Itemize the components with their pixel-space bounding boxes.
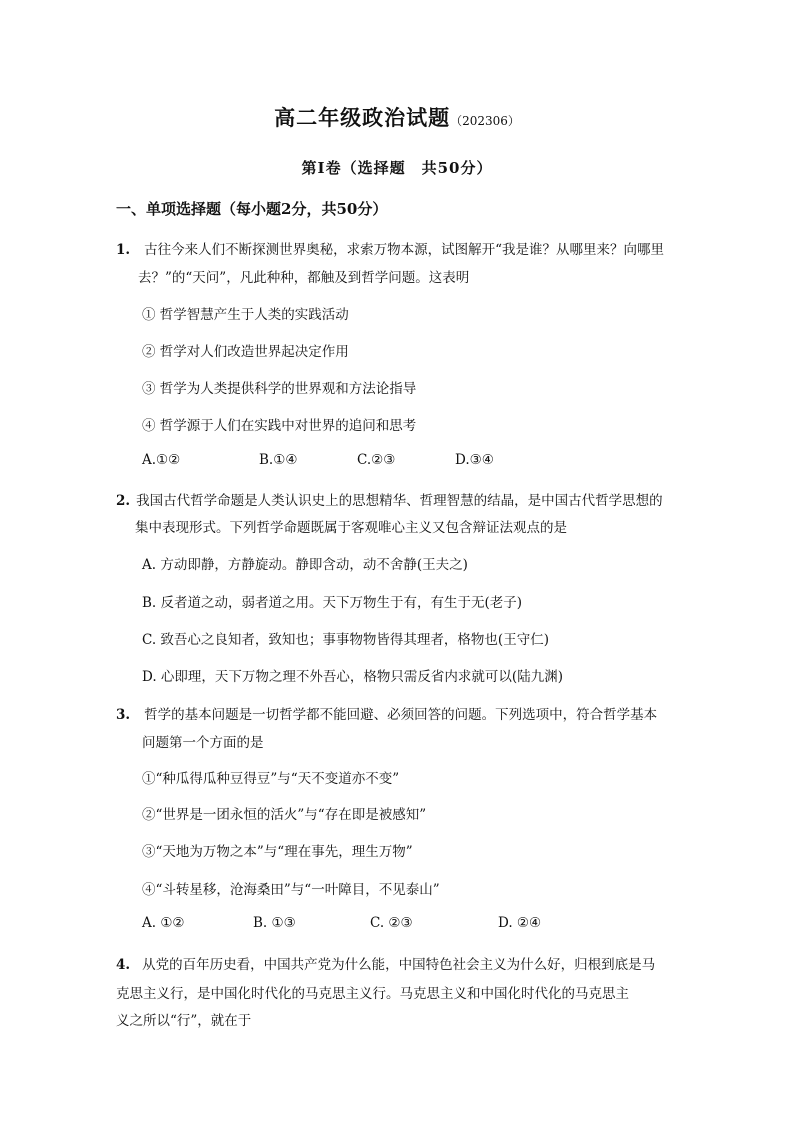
question-2-option-b[interactable]: B. 反者道之动，弱者道之用。天下万物生于有，有生于无(老子) bbox=[142, 595, 523, 611]
question-1-stem-1: 古往今来人们不断探测世界奥秘，求索万物本源，试图解开“我是谁？从哪里来？向哪里 bbox=[144, 242, 664, 258]
question-3-number: 3. bbox=[116, 707, 131, 723]
question-4-stem-2: 克思主义行，是中国化时代化的马克思主义行。马克思主义和中国化时代化的马克思主 bbox=[116, 986, 629, 1002]
question-3-option-b[interactable]: B. ①③ bbox=[253, 915, 296, 931]
question-1-option-a[interactable]: A.①② bbox=[142, 452, 181, 468]
question-1-statement-4: ④ 哲学源于人们在实践中对世界的追问和思考 bbox=[142, 418, 417, 434]
question-1-stem-2: 去？”的“天问”，凡此种种，都触及到哲学问题。这表明 bbox=[138, 270, 470, 286]
exam-title bbox=[0, 102, 794, 132]
question-3-option-c[interactable]: C. ②③ bbox=[370, 915, 413, 931]
question-4-stem-3: 义之所以“行”，就在于 bbox=[116, 1013, 252, 1029]
question-1-option-b[interactable]: B.①④ bbox=[259, 452, 298, 468]
question-3-statement-3: ③“天地为万物之本”与“理在事先，理生万物” bbox=[142, 844, 413, 860]
exam-code: （202306） bbox=[450, 114, 520, 128]
exam-title-text: 高二年级政治试题 bbox=[274, 105, 451, 130]
question-1-option-d[interactable]: D.③④ bbox=[455, 452, 494, 468]
question-2-line-1 bbox=[116, 489, 663, 509]
question-1-statement-2: ② 哲学对人们改造世界起决定作用 bbox=[142, 344, 349, 360]
question-1-option-c[interactable]: C.②③ bbox=[357, 452, 396, 468]
question-2-option-d[interactable]: D. 心即理，天下万物之理不外吾心，格物只需反省内求就可以(陆九渊) bbox=[142, 669, 563, 685]
question-4-number: 4. bbox=[116, 957, 131, 973]
question-3-stem-2: 问题第一个方面的是 bbox=[142, 735, 264, 751]
question-1-number: 1. bbox=[116, 242, 131, 258]
question-1-statement-1: ① 哲学智慧产生于人类的实践活动 bbox=[142, 307, 349, 323]
question-3-option-d[interactable]: D. ②④ bbox=[498, 915, 542, 931]
question-1-statement-3: ③ 哲学为人类提供科学的世界观和方法论指导 bbox=[142, 381, 417, 397]
question-3-statement-1: ①“种瓜得瓜种豆得豆”与“天不变道亦不变” bbox=[142, 771, 400, 787]
question-1-line-1 bbox=[116, 238, 664, 258]
question-3-statement-4: ④“斗转星移，沧海桑田”与“一叶障目，不见泰山” bbox=[142, 882, 440, 898]
question-2-option-c[interactable]: C. 致吾心之良知者，致知也；事事物物皆得其理者，格物也(王守仁) bbox=[142, 632, 549, 648]
question-3-statement-2: ②“世界是一团永恒的活火”与“存在即是被感知” bbox=[142, 807, 427, 823]
volume-heading: 第Ⅰ卷（选择题 共50分） bbox=[301, 159, 493, 177]
question-3-line-1 bbox=[116, 703, 657, 723]
question-3-option-a[interactable]: A. ①② bbox=[142, 915, 185, 931]
question-2-number: 2. bbox=[116, 493, 131, 509]
question-2-option-a[interactable]: A. 方动即静，方静旋动。静即含动，动不舍静(王夫之) bbox=[142, 557, 468, 573]
question-4-stem-1: 从党的百年历史看，中国共产党为什么能，中国特色社会主义为什么好，归根到底是马 bbox=[142, 957, 656, 973]
question-3-stem-1: 哲学的基本问题是一切哲学都不能回避、必须回答的问题。下列选项中，符合哲学基本 bbox=[144, 707, 658, 723]
question-2-stem-2: 集中表现形式。下列哲学命题既属于客观唯心主义又包含辩证法观点的是 bbox=[135, 520, 567, 536]
question-4-line-1 bbox=[116, 953, 655, 973]
section-heading: 一、单项选择题（每小题2分，共50分） bbox=[116, 200, 388, 218]
question-2-stem-1: 我国古代哲学命题是人类认识史上的思想精华、哲理智慧的结晶，是中国古代哲学思想的 bbox=[136, 493, 663, 509]
